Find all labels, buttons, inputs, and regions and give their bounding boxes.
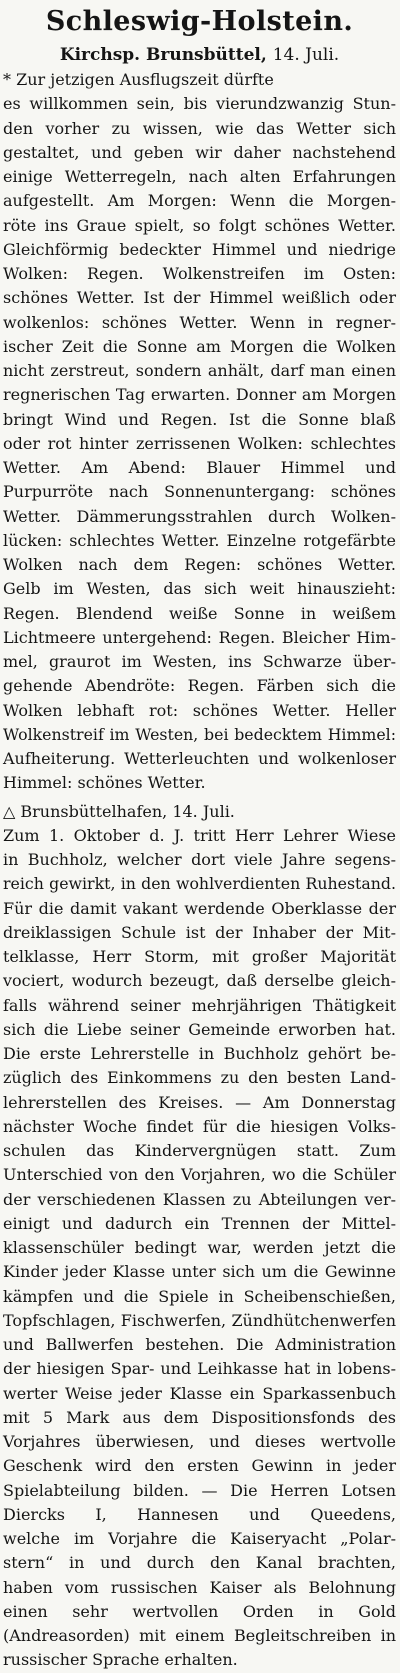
text-line: gehende Abendröte: Regen. Färben sich die	[3, 676, 396, 696]
text-line: Purpurröte nach Sonnenuntergang: schönes	[3, 482, 396, 502]
text-line: mel, graurot im Westen, ins Schwarze über-	[3, 652, 396, 671]
text-line: * Zur jetzigen Ausflugszeit dürfte	[3, 70, 274, 89]
text-line: der hiesigen Spar- und Leihkasse hat in lobens-	[3, 1359, 396, 1379]
text-line: russischer Sprache erhalten.	[3, 1650, 238, 1670]
text-line: den vorher zu wissen, wie das Wetter sich	[3, 118, 396, 138]
newspaper-column	[3, 0, 396, 1670]
text-line: in Buchholz, welcher dort viele Jahre segens-	[3, 850, 396, 869]
text-line: Diercks I, Hannesen und Queedens,	[3, 1504, 396, 1524]
text-line: aufgestellt. Am Morgen: Wenn die Morgen-	[3, 191, 396, 211]
article1-date: 14. Juli.	[272, 45, 340, 65]
text-line: Gelb im Westen, das sich weit hinauszieht:	[3, 579, 396, 599]
text-line: Aufheiterung. Wetterleuchten und wolkenloser	[3, 749, 396, 768]
text-line: Topfschlagen, Fischwerfen, Zündhütchenwerfen	[3, 1310, 396, 1330]
text-line: röte ins Graue spielt, so folgt schönes Wetter.	[3, 215, 396, 235]
text-line: Wetter. Dämmerungsstrahlen durch Wolken-	[3, 506, 396, 526]
text-line: Geschenk wird den ersten Gewinn in jeder	[3, 1456, 396, 1476]
text-line: dreiklassigen Schule ist der Inhaber der Mit-	[3, 922, 396, 942]
text-line: Lichtmeere untergehend: Regen. Bleicher Him-	[3, 627, 396, 647]
article1-place: Kirchsp. Brunsbüttel,	[59, 45, 267, 65]
text-line: telklasse, Herr Storm, mit großer Majorität	[3, 947, 396, 966]
text-line: einen sehr wertvollen Orden in Gold	[3, 1601, 396, 1621]
text-line: regnerischen Tag erwarten. Donner am Morgen	[3, 385, 396, 405]
text-line: △ Brunsbüttelhafen, 14. Juli.	[3, 801, 235, 821]
text-line: werter Weise jeder Klasse ein Sparkassenbuch	[3, 1383, 396, 1403]
text-line: Gleichförmig bedeckter Himmel und niedrige	[3, 239, 396, 259]
article1-body	[3, 68, 396, 796]
text-line: züglich des Einkommens zu den besten Land-	[3, 1068, 396, 1088]
text-line: oder rot hinter zerrissenen Wolken: schlechtes	[3, 433, 396, 453]
text-line: es willkommen sein, bis vierundzwanzig Stun-	[3, 94, 396, 114]
text-line: welche im Vorjahre die Kaiseryacht „Polar-	[3, 1529, 396, 1548]
text-line: Wolken lebhaft rot: schönes Wetter. Heller	[3, 700, 396, 720]
text-line: Vorjahres überwiesen, und dieses wertvolle	[3, 1432, 396, 1451]
section-headline: Schleswig-Holstein.	[45, 6, 354, 37]
text-line: Regen. Blendend weiße Sonne in weißem	[3, 603, 396, 623]
text-line: Spielabteilung bilden. — Die Herren Lotsen	[3, 1480, 396, 1500]
article1-dateline	[3, 42, 396, 68]
text-line: lehrerstellen des Kreises. — Am Donnerstag	[3, 1092, 396, 1112]
text-line: falls während seiner mehrjährigen Thätigkeit	[3, 995, 396, 1015]
text-line: Wetter. Am Abend: Blauer Himmel und	[3, 458, 396, 477]
article2-body	[3, 800, 396, 1673]
text-line: Zum 1. Oktober d. J. tritt Herr Lehrer Wiese	[3, 825, 396, 845]
text-line: nicht zerstreut, sondern anhält, darf man einen	[3, 361, 396, 380]
text-line: bringt Wind und Regen. Ist die Sonne blaß	[3, 409, 396, 429]
text-line: der verschiedenen Klassen zu Abteilungen ver-	[3, 1189, 396, 1209]
text-line: lücken: schlechtes Wetter. Einzelne rotgefärbte	[3, 530, 396, 550]
text-line: schulen das Kindervergnügen statt. Zum	[3, 1141, 396, 1160]
text-line: Die erste Lehrerstelle in Buchholz gehört be-	[3, 1044, 396, 1063]
text-line: Wolken nach dem Regen: schönes Wetter.	[3, 555, 396, 574]
text-line: (Andreasorden) mit einem Begleitschreiben in	[3, 1626, 396, 1645]
text-line: ischer Zeit die Sonne am Morgen die Wolken	[3, 336, 396, 356]
text-line: einige Wetterregeln, nach alten Erfahrungen	[3, 167, 396, 186]
text-line: gestaltet, und geben wir daher nachstehend	[3, 142, 396, 162]
text-line: mit 5 Mark aus dem Dispositionsfonds des	[3, 1407, 396, 1427]
text-line: nächster Woche findet für die hiesigen Volks-	[3, 1116, 396, 1136]
text-line: vociert, wodurch bezeugt, daß derselbe gleich-	[3, 971, 396, 991]
text-line: sich die Liebe seiner Gemeinde erworben hat.	[3, 1019, 396, 1039]
text-line: Unterschied von den Vorjahren, wo die Schüler	[3, 1165, 396, 1185]
text-line: reich gewirkt, in den wohlverdienten Ruhestand.	[3, 874, 396, 894]
text-line: und Ballwerfen bestehen. Die Administration	[3, 1335, 396, 1354]
text-line: kämpfen und die Spiele in Scheibenschießen,	[3, 1286, 396, 1306]
text-line: klassenschüler bedingt war, werden jetzt die	[3, 1238, 396, 1257]
text-line: Wolkenstreif im Westen, bei bedecktem Himmel:	[3, 724, 396, 744]
text-line: wolkenlos: schönes Wetter. Wenn in regner-	[3, 312, 396, 332]
text-line: Kinder jeder Klasse unter sich um die Gewinne	[3, 1262, 396, 1282]
text-line: stern“ in und durch den Kanal brachten,	[3, 1553, 396, 1573]
text-line: haben vom russischen Kaiser als Belohnung	[3, 1577, 396, 1597]
text-line: einigt und dadurch ein Trennen der Mittel-	[3, 1213, 396, 1233]
text-line: Wolken: Regen. Wolkenstreifen im Osten:	[3, 264, 396, 283]
text-line: schönes Wetter. Ist der Himmel weißlich oder	[3, 288, 396, 308]
text-line: Für die damit vakant werdende Oberklasse der	[3, 898, 396, 918]
text-line: Himmel: schönes Wetter.	[3, 773, 206, 793]
